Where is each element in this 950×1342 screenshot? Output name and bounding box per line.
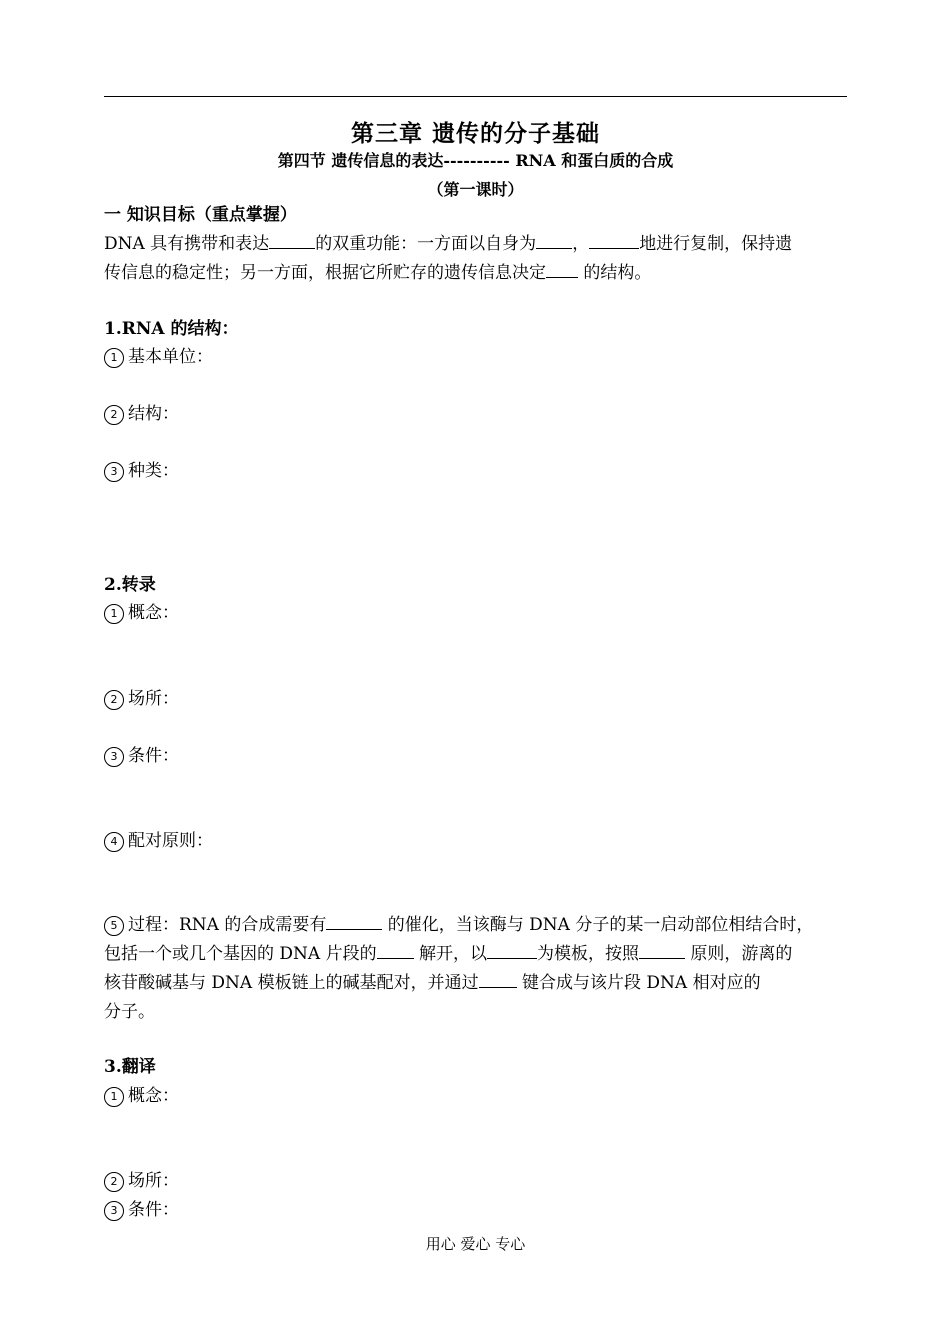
item-label: 概念： <box>128 603 179 623</box>
header-rule <box>104 96 847 97</box>
item-label: 配对原则： <box>128 831 213 851</box>
chapter-title: 第三章 遗传的分子基础 <box>350 120 600 147</box>
intro-text: 的双重功能：一方面以自身为 <box>315 234 537 254</box>
intro-text: 传信息的稳定性；另一方面，根据它所贮存的遗传信息决定 <box>104 263 546 283</box>
process-text: 键合成与该片段 DNA 相对应的 <box>516 973 761 993</box>
circled-number: 3 <box>104 1201 124 1221</box>
transcription-process-paragraph <box>104 911 854 1027</box>
process-text: 原则，游离的 <box>685 944 793 964</box>
fill-blank[interactable] <box>326 914 382 930</box>
intro-paragraph <box>104 230 854 288</box>
circled-number: 3 <box>104 747 124 767</box>
list-item <box>104 346 213 368</box>
process-text: 的催化，当该酶与 DNA 分子的某一启动部位相结合时， <box>382 915 814 935</box>
intro-text: 的结构。 <box>578 263 652 283</box>
item-label: 概念： <box>128 1086 179 1106</box>
fill-blank[interactable] <box>377 943 414 959</box>
circled-number: 2 <box>104 690 124 710</box>
knowledge-goal-heading: 一 知识目标（重点掌握） <box>104 205 297 225</box>
fill-blank[interactable] <box>639 943 685 959</box>
circled-number: 1 <box>104 1087 124 1107</box>
item-label: 场所： <box>128 689 179 709</box>
translation-heading: 3.翻译 <box>104 1057 156 1077</box>
circled-number: 3 <box>104 462 124 482</box>
list-item <box>104 688 179 710</box>
fill-blank[interactable] <box>269 233 315 249</box>
fill-blank[interactable] <box>589 233 639 249</box>
circled-number: 1 <box>104 604 124 624</box>
fill-blank[interactable] <box>479 972 517 988</box>
list-item <box>104 1199 179 1221</box>
list-item <box>104 602 179 624</box>
intro-text: ， <box>572 234 590 254</box>
list-item <box>104 460 179 482</box>
process-text: 核苷酸碱基与 DNA 模板链上的碱基配对，并通过 <box>104 973 479 993</box>
fill-blank[interactable] <box>487 943 537 959</box>
item-label: 场所： <box>128 1171 179 1191</box>
process-text: 过程：RNA 的合成需要有 <box>128 915 327 935</box>
fill-blank[interactable] <box>546 262 578 278</box>
list-item <box>104 745 179 767</box>
section-subtitle: 第四节 遗传信息的表达---------- RNA 和蛋白质的合成 <box>277 151 674 170</box>
list-item <box>104 403 179 425</box>
circled-number: 5 <box>104 916 124 936</box>
circled-number: 2 <box>104 405 124 425</box>
process-text: 为模板，按照 <box>537 944 639 964</box>
process-text: 包括一个或几个基因的 DNA 片段的 <box>104 944 377 964</box>
circled-number: 4 <box>104 832 124 852</box>
session-label: （第一课时） <box>427 180 524 199</box>
intro-text: DNA 具有携带和表达 <box>104 234 270 254</box>
item-label: 种类： <box>128 461 179 481</box>
item-label: 条件： <box>128 746 179 766</box>
rna-structure-heading: 1.RNA 的结构： <box>104 319 239 339</box>
process-text: 解开，以 <box>413 944 487 964</box>
page-footer: 用心 爱心 专心 <box>425 1235 526 1253</box>
intro-text: 地进行复制，保持遗 <box>639 234 793 254</box>
transcription-heading: 2.转录 <box>104 575 156 595</box>
list-item <box>104 830 213 852</box>
process-text: 分子。 <box>104 1002 155 1022</box>
item-label: 条件： <box>128 1200 179 1220</box>
list-item <box>104 1170 179 1192</box>
list-item <box>104 1085 179 1107</box>
circled-number: 2 <box>104 1172 124 1192</box>
fill-blank[interactable] <box>536 233 572 249</box>
circled-number: 1 <box>104 348 124 368</box>
item-label: 结构： <box>128 404 179 424</box>
item-label: 基本单位： <box>128 347 213 367</box>
